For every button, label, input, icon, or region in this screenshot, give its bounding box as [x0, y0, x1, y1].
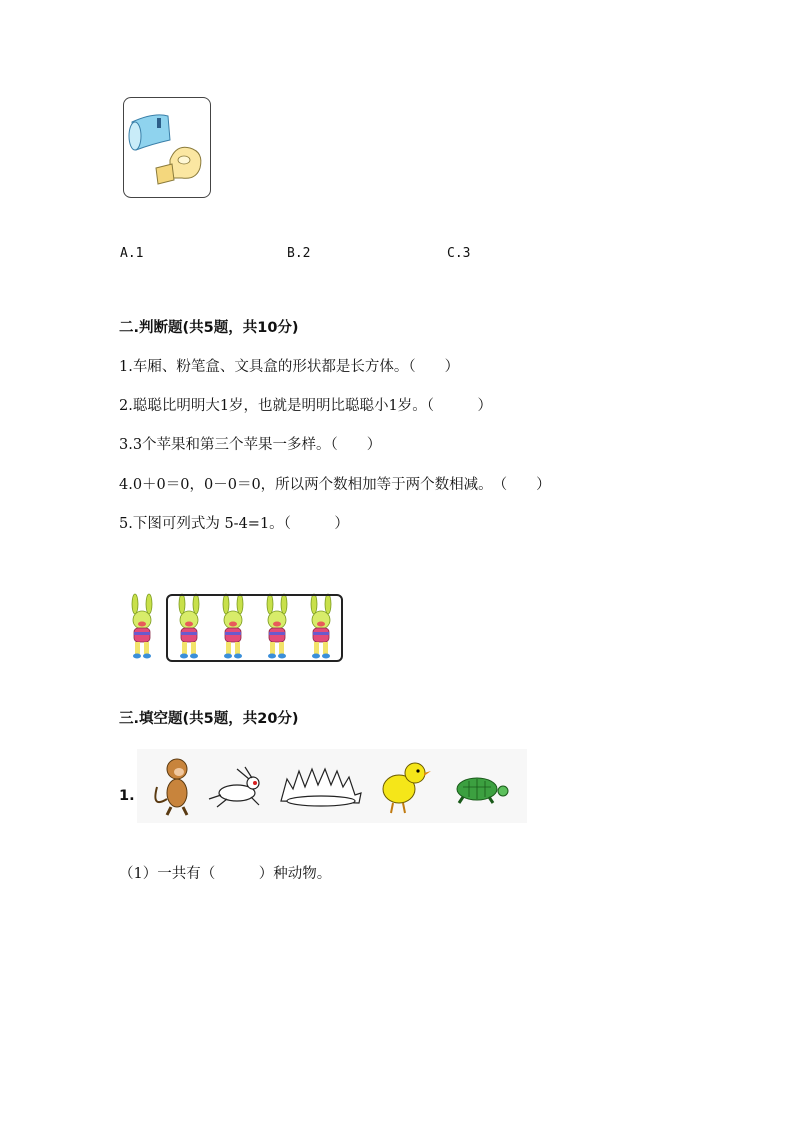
option-a[interactable]: A.1 — [120, 246, 144, 261]
option-b[interactable]: B.2 — [287, 246, 311, 261]
judge-question-5: 5.下图可列式为 5-4=1。（ ） — [119, 516, 349, 532]
section2-title: 二.判断题(共5题，共10分) — [119, 320, 299, 336]
hedgehog-icon — [281, 769, 361, 806]
fill-question-1-number: 1. — [119, 788, 135, 804]
shape-image-card — [123, 97, 211, 198]
animals-image — [137, 749, 527, 823]
bunny-figure-icon — [132, 594, 152, 659]
chick-icon — [383, 763, 431, 813]
whistle-and-ring-icon — [124, 98, 210, 197]
monkey-icon — [155, 759, 187, 815]
fill-question-1-sub1: （1）一共有（ ）种动物。 — [119, 866, 332, 882]
turtle-icon — [457, 778, 508, 803]
rabbit-icon — [209, 767, 259, 807]
judge-question-1: 1.车厢、粉笔盒、文具盒的形状都是长方体。（ ） — [119, 359, 460, 375]
section3-title: 三.填空题(共5题，共20分) — [119, 711, 299, 727]
bunny-selection-frame — [166, 594, 343, 662]
option-c[interactable]: C.3 — [447, 246, 471, 261]
judge-question-4: 4.0＋0＝0，0－0＝0，所以两个数相加等于两个数相减。 （ ） — [119, 477, 551, 493]
judge-question-2: 2.聪聪比明明大1岁，也就是明明比聪聪小1岁。（ ） — [119, 398, 493, 414]
judge-question-3: 3.3个苹果和第三个苹果一多样。（ ） — [119, 437, 382, 453]
